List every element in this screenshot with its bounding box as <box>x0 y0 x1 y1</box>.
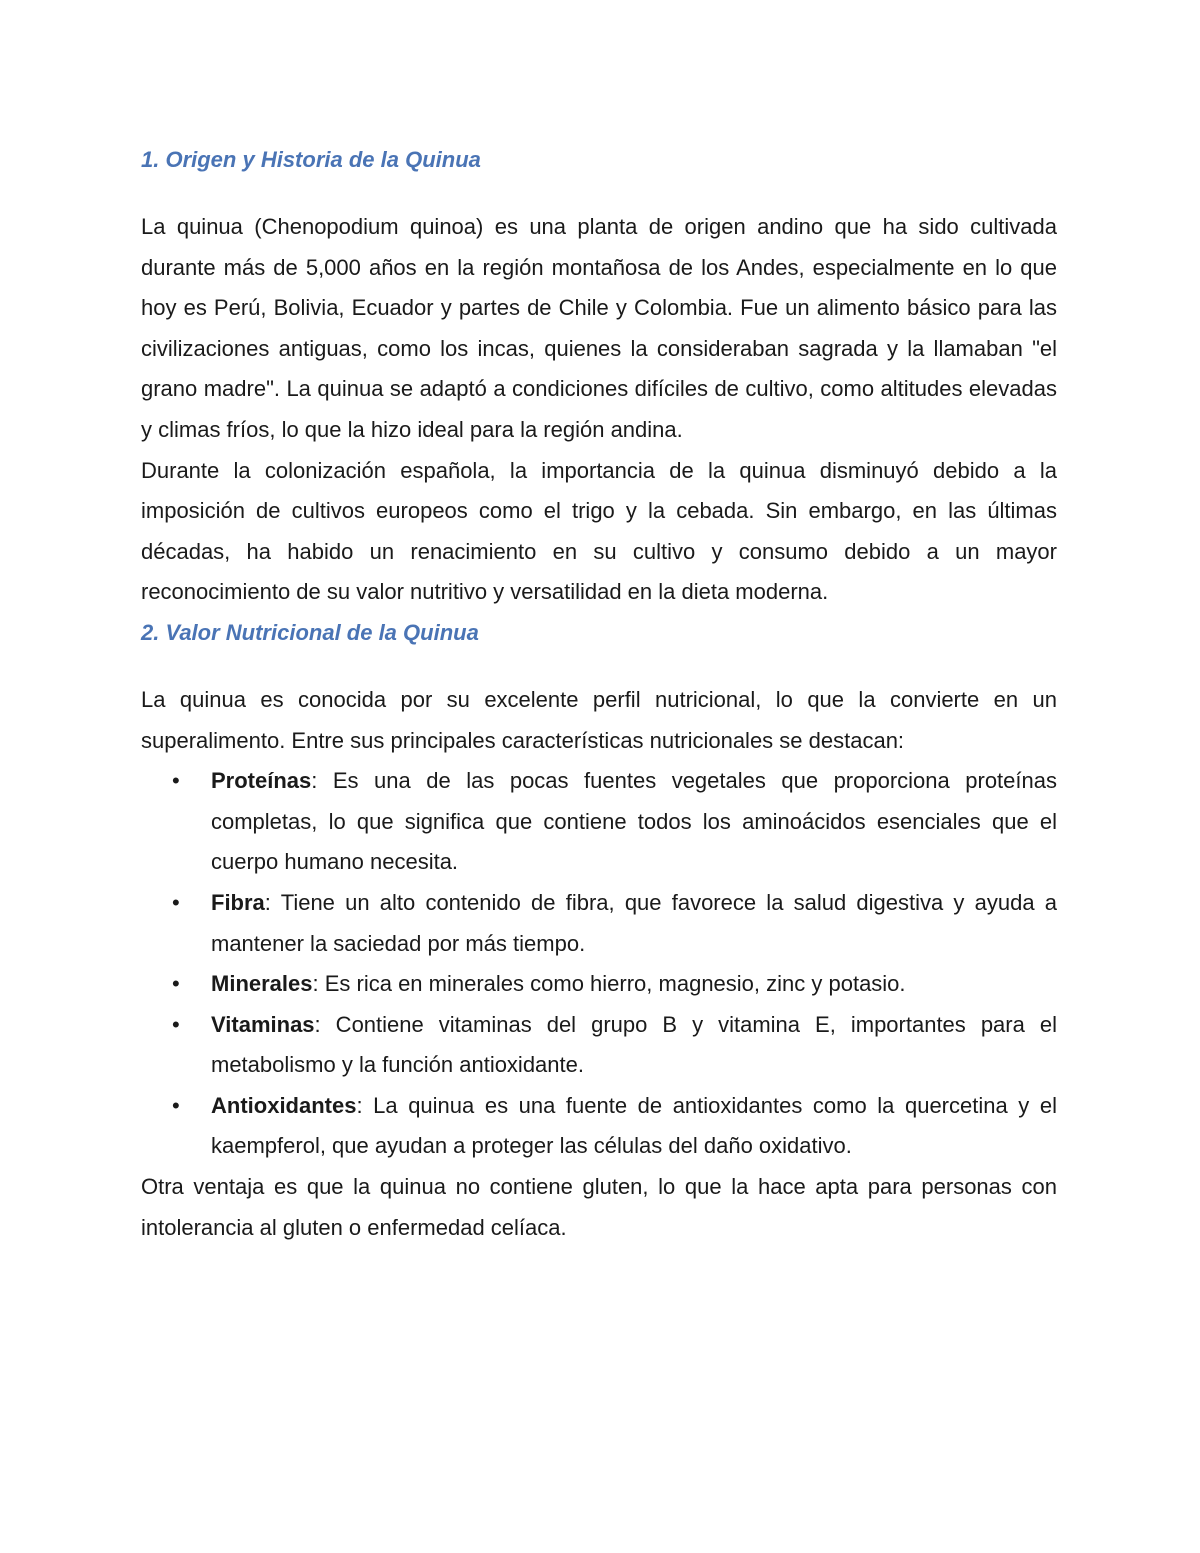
section-heading-origen: 1. Origen y Historia de la Quinua <box>141 147 481 172</box>
term-antioxidantes: Antioxidantes <box>211 1092 357 1118</box>
list-item-proteinas <box>141 761 1057 883</box>
document-page <box>141 140 1057 1248</box>
nutrient-list <box>141 761 1057 1167</box>
bullet-icon: • <box>172 1092 180 1118</box>
term-proteinas: Proteínas <box>211 768 312 794</box>
bullet-icon: • <box>172 1011 180 1037</box>
text-vitaminas: : Contiene vitaminas del grupo B y vitamina E, importantes para el metabolismo y la función antioxidante. <box>211 1011 1057 1078</box>
text-minerales: : Es rica en minerales como hierro, magnesio, zinc y potasio. <box>312 971 906 997</box>
paragraph-intro-nutricional: La quinua es conocida por su excelente perfil nutricional, lo que la convierte en un superalimento. Entre sus principales características nutricionales se destacan: <box>141 686 1057 753</box>
bullet-icon: • <box>172 889 180 915</box>
list-item-vitaminas <box>141 1005 1057 1086</box>
term-minerales: Minerales <box>211 971 313 997</box>
text-antioxidantes: : La quinua es una fuente de antioxidantes como la quercetina y el kaempferol, que ayudan a proteger las células del daño oxidativo. <box>211 1092 1057 1159</box>
list-item-antioxidantes <box>141 1086 1057 1167</box>
list-item-minerales <box>141 964 1057 1005</box>
term-vitaminas: Vitaminas <box>211 1011 315 1037</box>
text-fibra: : Tiene un alto contenido de fibra, que favorece la salud digestiva y ayuda a mantener la saciedad por más tiempo. <box>211 889 1057 956</box>
text-proteinas: : Es una de las pocas fuentes vegetales que proporciona proteínas completas, lo que significa que contiene todos los aminoácidos esenciales que el cuerpo humano necesita. <box>211 768 1057 875</box>
paragraph-origen: La quinua (Chenopodium quinoa) es una planta de origen andino que ha sido cultivada durante más de 5,000 años en la región montañosa de los Andes, especialmente en lo que hoy es Perú, Bolivia, Ecuador y partes de Chile y Colombia. Fue un alimento básico para las civilizaciones antiguas, como los incas, quienes la consideraban sagrada y la llamaban "el grano madre". La quinua se adaptó a condiciones difíciles de cultivo, como altitudes elevadas y climas fríos, lo que la hizo ideal para la región andina. <box>141 214 1057 442</box>
paragraph-gluten: Otra ventaja es que la quinua no contiene gluten, lo que la hace apta para personas con intolerancia al gluten o enfermedad celíaca. <box>141 1174 1057 1240</box>
bullet-icon: • <box>172 768 180 794</box>
paragraph-colonizacion: Durante la colonización española, la importancia de la quinua disminuyó debido a la imposición de cultivos europeos como el trigo y la cebada. Sin embargo, en las últimas décadas, ha habido un renacimiento en su cultivo y consumo debido a un mayor reconocimiento de su valor nutritivo y versatilidad en la dieta moderna. <box>141 457 1057 605</box>
term-fibra: Fibra <box>211 889 265 915</box>
section-heading-valor-nutricional: 2. Valor Nutricional de la Quinua <box>141 619 479 645</box>
list-item-fibra <box>141 883 1057 964</box>
bullet-icon: • <box>172 971 180 997</box>
